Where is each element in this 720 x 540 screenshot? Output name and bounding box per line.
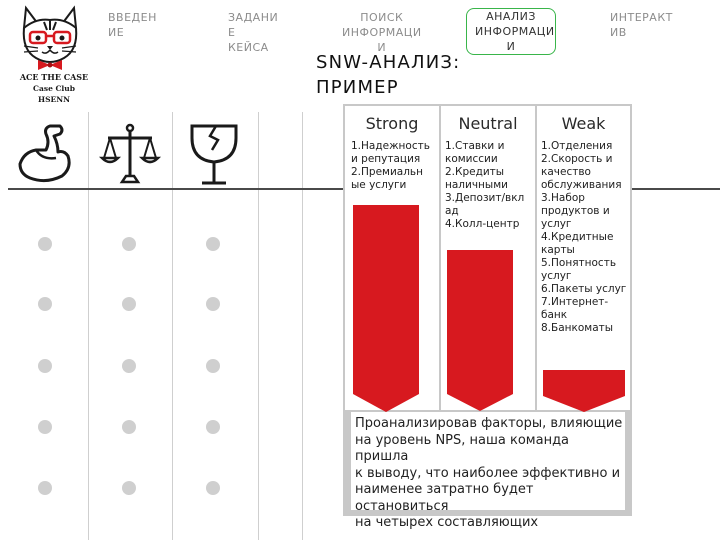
grid-dot — [206, 237, 220, 251]
strong-arrow — [353, 205, 419, 412]
strong-arm-icon — [16, 120, 74, 190]
nav-tab-info-analysis[interactable]: АНАЛИЗ ИНФОРМАЦИ И — [466, 8, 556, 55]
slide-title: SNW-АНАЛИЗ: ПРИМЕР — [316, 52, 461, 98]
grid-dot — [122, 297, 136, 311]
grid-divider — [258, 112, 259, 540]
weak-arrow — [543, 370, 625, 412]
summary-text: Проанализировав факторы, влияющие на уровень NPS, наша команда пришла к выводу, что наиболее эффективно и наименее затратно будет остановиться на четырех составляющих — [355, 416, 623, 530]
strong-header: Strong — [365, 114, 419, 133]
grid-dot — [206, 420, 220, 434]
grid-dot — [122, 237, 136, 251]
weak-items-text: 1.Отделения 2.Скорость и качество обслуживания 3.Набор продуктов и услуг 4.Кредитные карты 5.Понятность услуг 6.Пакеты услуг 7.Интернет- банк 8.Банкоматы — [541, 140, 627, 334]
grid-dot — [38, 237, 52, 251]
scales-icon — [100, 120, 160, 190]
logo-text — [10, 72, 98, 105]
logo-line-1: ACE THE CASE — [19, 72, 89, 82]
grid-dot — [122, 359, 136, 373]
weak-header: Weak — [561, 114, 606, 133]
grid-dot — [206, 297, 220, 311]
grid-dot — [122, 420, 136, 434]
grid-dot — [38, 359, 52, 373]
neutral-header: Neutral — [458, 114, 518, 133]
red-arrows — [343, 104, 632, 424]
grid-divider — [172, 112, 173, 540]
grid-dot — [38, 481, 52, 495]
nav-tab-info-search[interactable]: ПОИСК ИНФОРМАЦИ И — [342, 11, 422, 54]
ace-the-case-logo — [10, 2, 88, 110]
logo-line-2: Case Club — [33, 84, 75, 93]
snw-analysis-panel — [343, 104, 632, 530]
grid-dot — [38, 297, 52, 311]
grid-dot — [206, 481, 220, 495]
grid-divider — [88, 112, 89, 540]
nav-tab-intro[interactable]: ВВЕДЕН ИЕ — [108, 11, 157, 39]
neutral-arrow — [447, 250, 513, 411]
strong-items-text: 1.Надежность и репутация 2.Премиальн ые услуги — [351, 140, 430, 191]
grid-dot — [122, 481, 136, 495]
neutral-items-text: 1.Ставки и комиссии 2.Кредиты наличными 3.Депозит/вкл ад 4.Колл-центр — [445, 140, 525, 230]
grid-divider — [302, 112, 303, 540]
broken-glass-icon — [186, 120, 242, 192]
grid-dot — [206, 359, 220, 373]
nav-tab-interactive[interactable]: ИНТЕРАКТ ИВ — [610, 11, 673, 39]
nav-tab-case-task[interactable]: ЗАДАНИ Е КЕЙСА — [228, 11, 279, 54]
logo-line-3: HSENN — [38, 95, 70, 104]
summary-box — [351, 412, 625, 530]
grid-dot — [38, 420, 52, 434]
cat-logo-icon — [20, 2, 80, 70]
